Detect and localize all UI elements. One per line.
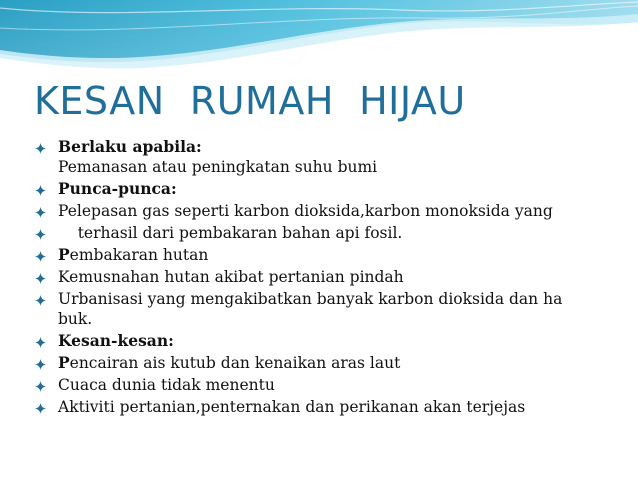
bullet-item [34,201,614,221]
bullet-item [34,267,614,287]
bullet-text: Pelepasan gas seperti karbon dioksida,karbon monoksida yang [58,202,553,220]
bullet-item [34,397,614,417]
bullet-item [34,289,614,329]
bullet-list [34,137,614,419]
bullet-item [34,179,614,199]
bullet-item [34,353,614,373]
bullet-text: Urbanisasi yang mengakibatkan banyak karbon dioksida dan ha [58,290,563,308]
bullet-continuation-text: Pemanasan atau peningkatan suhu bumi [58,158,378,176]
bullet-text: Cuaca dunia tidak menentu [58,376,275,394]
four-point-star-icon [35,337,46,348]
bullet-text: Kemusnahan hutan akibat pertanian pindah [58,268,404,286]
bullet-text: terhasil dari pembakaran bahan api fosil. [58,224,403,242]
bullet-text: Aktiviti pertanian,penternakan dan perikanan akan terjejas [58,398,526,416]
bullet-bold-text: P [58,353,70,372]
four-point-star-icon [35,359,46,370]
four-point-star-icon [35,143,46,154]
bullet-item [34,245,614,265]
bullet-text: encairan ais kutub dan kenaikan aras laut [69,354,401,372]
wave-banner [0,0,638,72]
four-point-star-icon [35,229,46,240]
four-point-star-icon [35,403,46,414]
bullet-item [34,331,614,351]
four-point-star-icon [35,185,46,196]
bullet-item [34,137,614,177]
four-point-star-icon [35,273,46,284]
bullet-bold-text: Kesan-kesan: [58,331,174,350]
four-point-star-icon [35,207,46,218]
bullet-item [34,223,614,243]
bullet-bold-text: P [58,245,70,264]
four-point-star-icon [35,251,46,262]
slide-title: KESAN RUMAH HIJAU [34,79,466,123]
four-point-star-icon [35,381,46,392]
bullet-continuation-text: buk. [58,310,93,328]
bullet-item [34,375,614,395]
bullet-bold-text: Punca-punca: [58,179,177,198]
four-point-star-icon [35,295,46,306]
bullet-bold-text: Berlaku apabila: [58,137,202,156]
bullet-text: embakaran hutan [69,246,209,264]
